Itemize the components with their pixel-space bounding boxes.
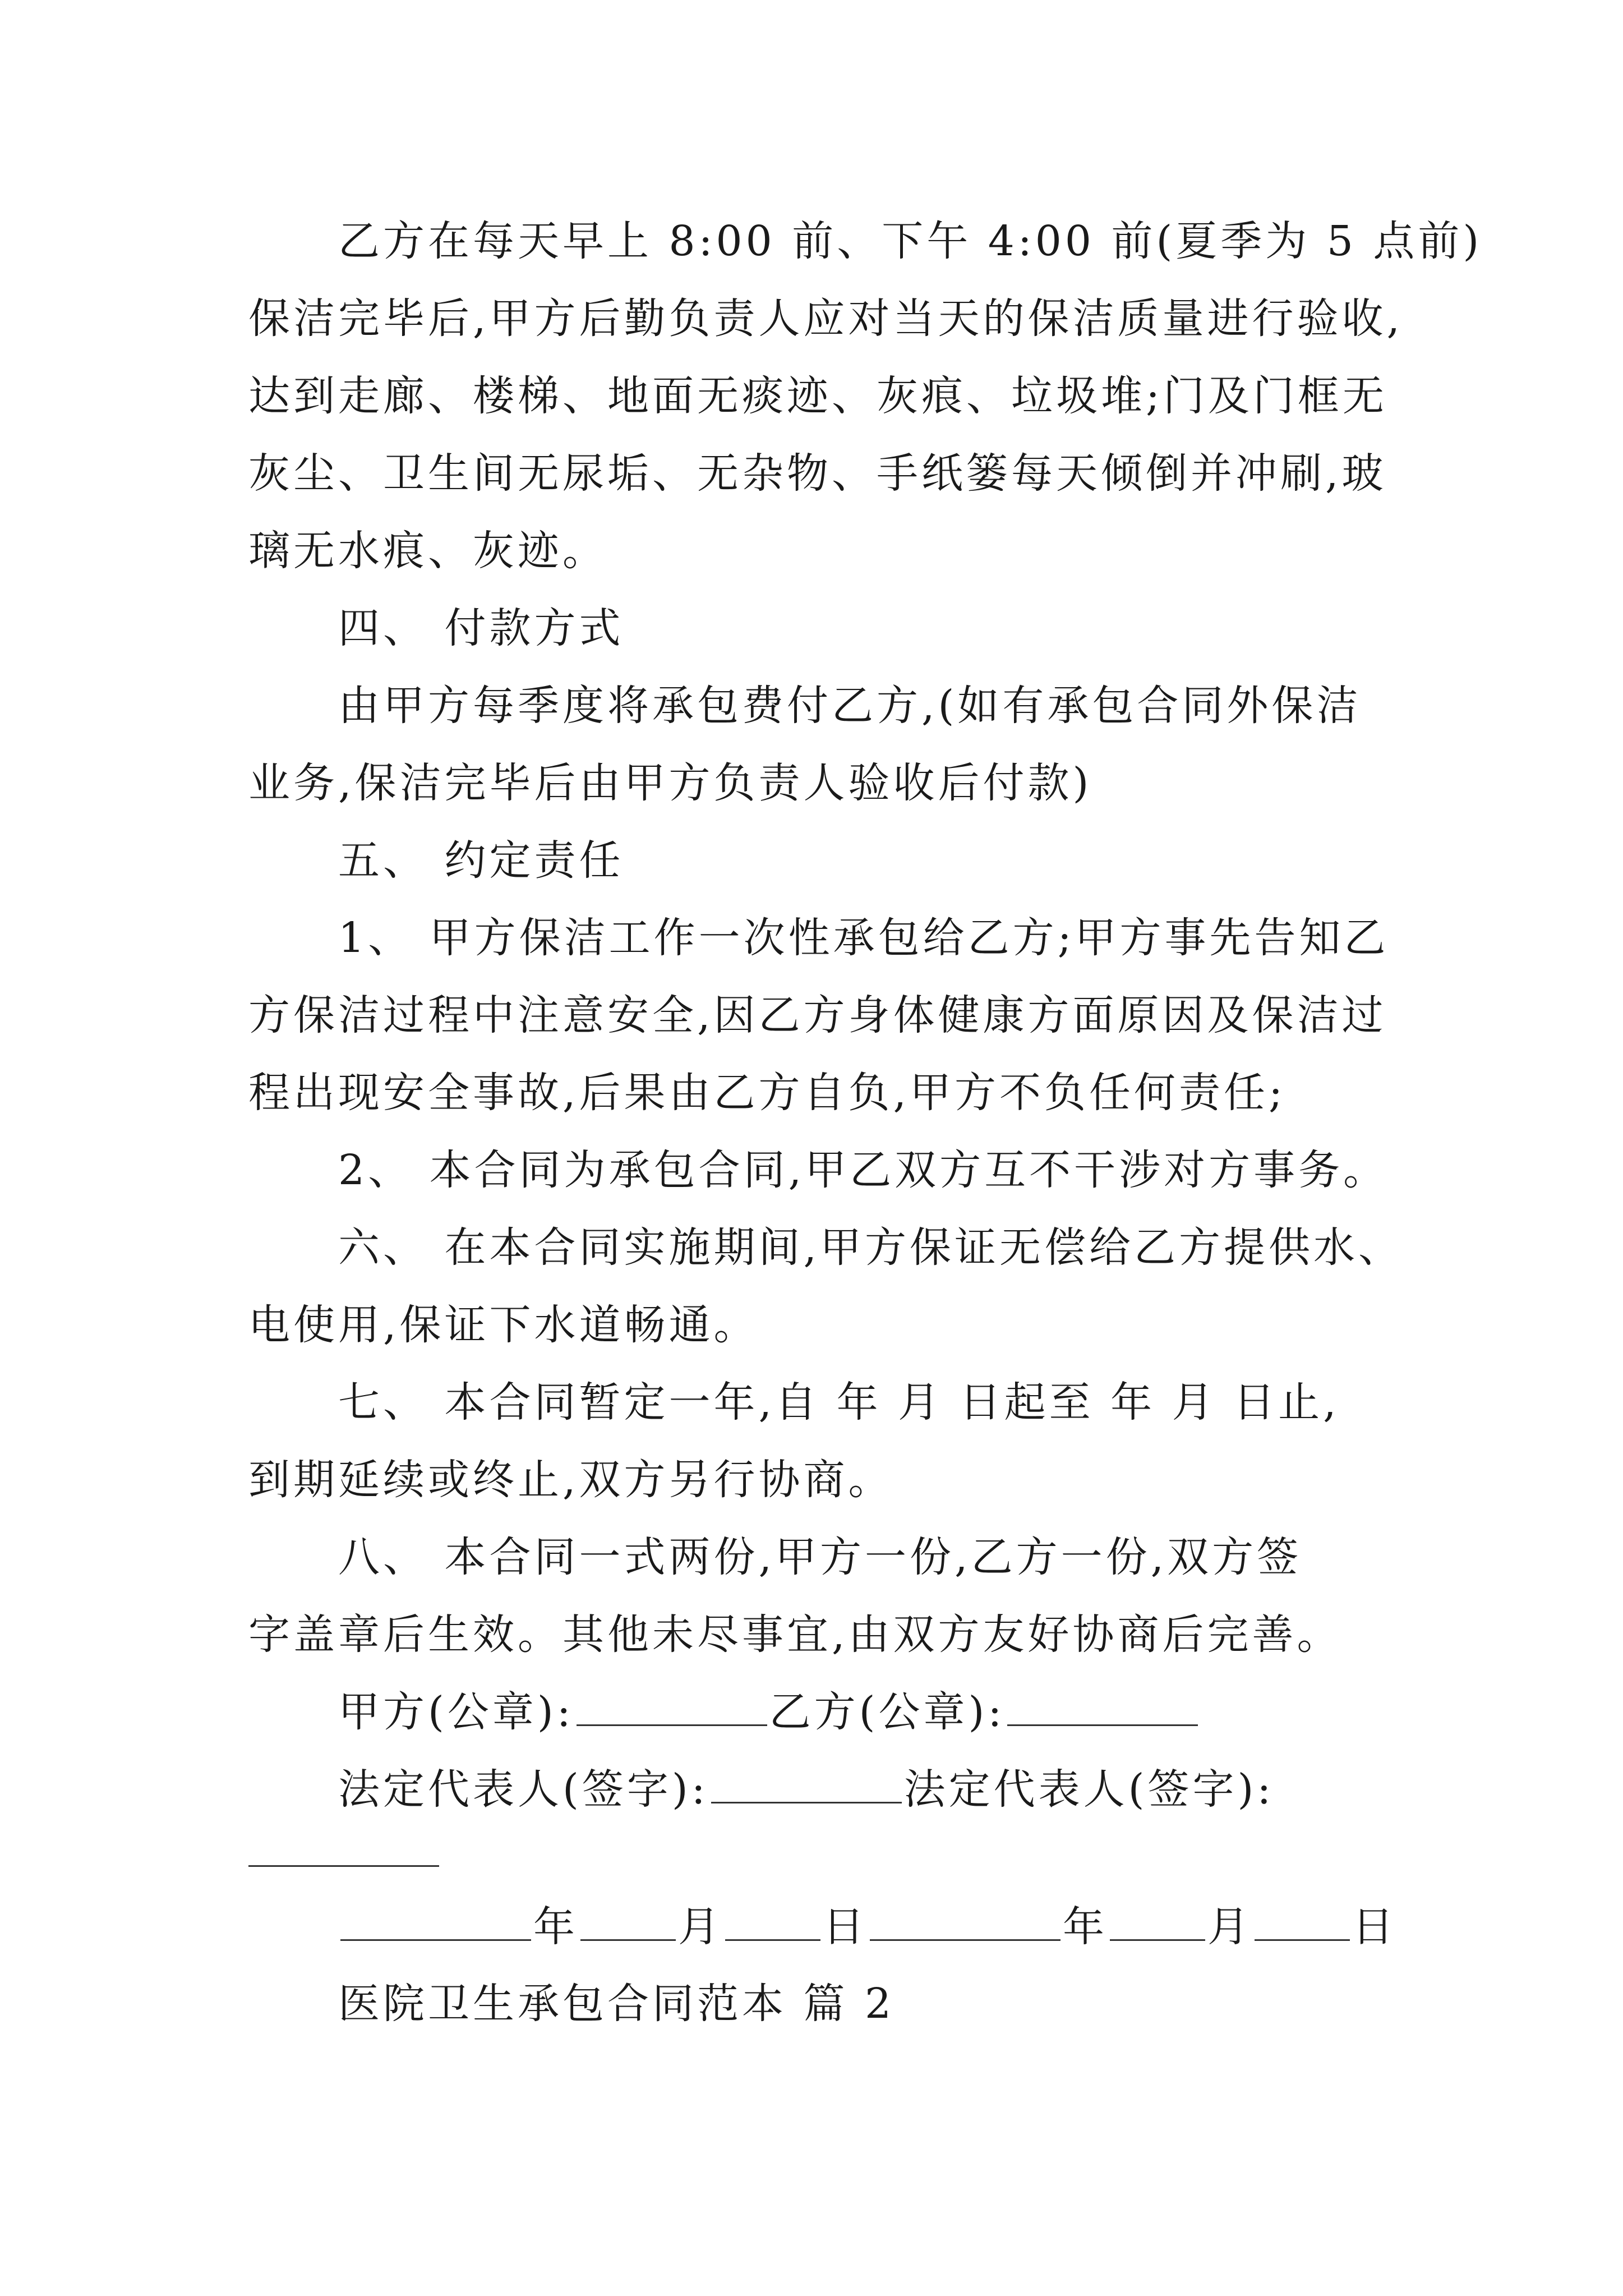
day-a-label: 日 [823,1903,868,1951]
rep-a-label: 法定代表人(签字): [338,1765,709,1814]
next-section-title: 医院卫生承包合同范本 篇 2 [338,1980,895,2028]
party-a-seal-label: 甲方(公章): [338,1688,574,1736]
rep-a-blank [711,1768,902,1803]
party-b-seal-blank [1007,1691,1198,1726]
party-a-seal-blank [577,1691,767,1726]
month-a-blank [580,1906,676,1941]
paragraph-line: 业务,保洁完毕后由甲方负责人验收后付款) [248,759,1092,807]
day-b-label: 日 [1352,1903,1397,1951]
year-a-label: 年 [533,1903,578,1951]
paragraph-line: 六、 在本合同实施期间,甲方保证无偿给乙方提供水、 [338,1223,1404,1272]
day-a-blank [725,1906,820,1941]
date-line [338,1899,1397,1955]
paragraph-line: 方保洁过程中注意安全,因乙方身体健康方面原因及保洁过 [248,991,1387,1039]
month-b-blank [1110,1906,1205,1941]
section-heading: 五、 约定责任 [338,836,624,885]
signature-rep-line [338,1761,1274,1818]
day-b-blank [1255,1906,1350,1941]
paragraph-line: 八、 本合同一式两份,甲方一份,乙方一份,双方签 [338,1533,1302,1581]
paragraph-line: 1、 甲方保洁工作一次性承包给乙方;甲方事先告知乙 [338,914,1389,962]
rep-b-label: 法定代表人(签字): [903,1765,1275,1814]
year-a-blank [340,1906,531,1941]
paragraph-line: 由甲方每季度将承包费付乙方,(如有承包合同外保洁 [338,682,1362,730]
paragraph-line: 达到走廊、楼梯、地面无痰迹、灰痕、垃圾堆;门及门框无 [248,372,1387,420]
paragraph-line: 乙方在每天早上 8:00 前、下午 4:00 前(夏季为 5 点前) [338,217,1483,265]
paragraph-line: 灰尘、卫生间无尿垢、无杂物、手纸篓每天倾倒并冲刷,玻 [248,449,1387,498]
month-b-label: 月 [1207,1903,1252,1951]
paragraph-line: 七、 本合同暂定一年,自 年 月 日起至 年 月 日止, [338,1378,1340,1427]
section-heading: 四、 付款方式 [338,604,624,652]
party-b-seal-label: 乙方(公章): [769,1688,1006,1736]
signature-seal-line [338,1684,1200,1740]
paragraph-line: 电使用,保证下水道畅通。 [248,1301,759,1349]
month-a-label: 月 [678,1903,723,1951]
paragraph-line: 程出现安全事故,后果由乙方自负,甲方不负任何责任; [248,1069,1286,1117]
paragraph-line: 2、 本合同为承包合同,甲乙双方互不干涉对方事务。 [338,1146,1389,1194]
year-b-label: 年 [1063,1903,1108,1951]
paragraph-line: 保洁完毕后,甲方后勤负责人应对当天的保洁质量进行验收, [248,295,1404,343]
paragraph-line: 璃无水痕、灰迹。 [248,527,607,575]
paragraph-line: 字盖章后生效。其他未尽事宜,由双方友好协商后完善。 [248,1611,1342,1659]
year-b-blank [870,1906,1061,1941]
paragraph-line: 到期延续或终止,双方另行协商。 [248,1456,893,1504]
rep-b-blank [248,1865,439,1867]
